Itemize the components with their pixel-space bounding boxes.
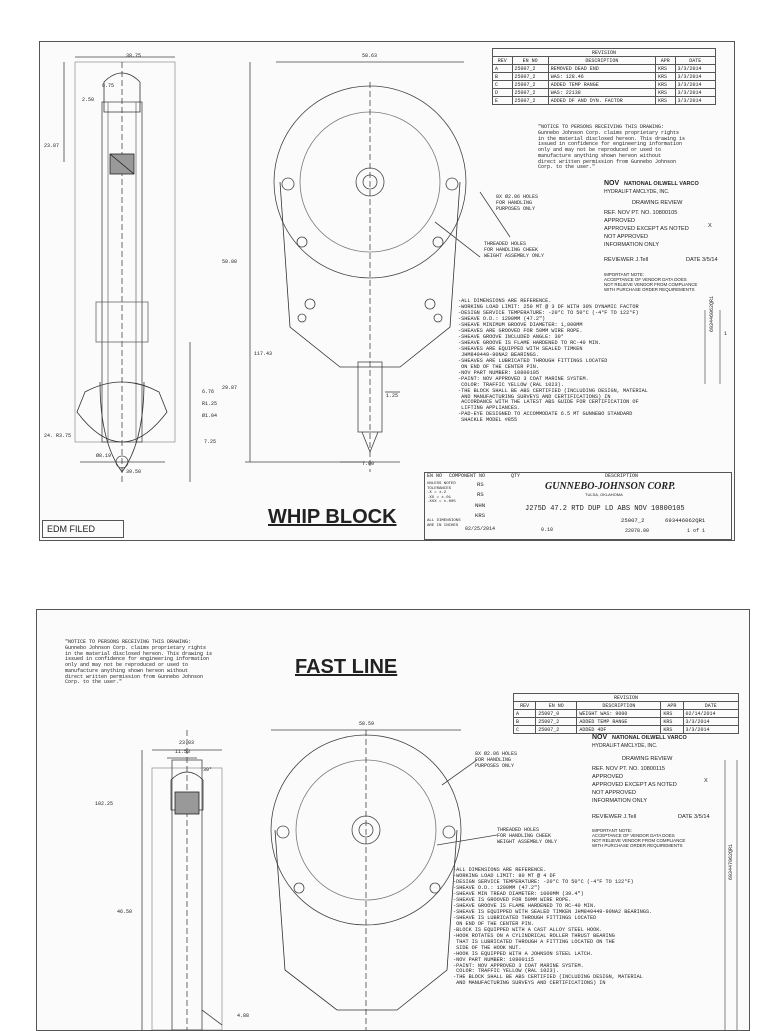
sheet-title: FAST LINE	[295, 656, 398, 678]
hdr-component: COMPONENT NO	[449, 473, 486, 479]
revision-header: REVISION	[493, 49, 716, 57]
dim-50: 50.00	[222, 259, 238, 265]
dim-58-59: 58.59	[359, 721, 375, 727]
revision-table	[513, 693, 739, 734]
all-dimensions: ALL DIMENSIONS ARE IN INCHES	[427, 519, 461, 528]
dim-102-25: 102.25	[95, 801, 114, 807]
info-only-label: INFORMATION ONLY	[604, 242, 660, 248]
proprietary-notice: "NOTICE TO PERSONS RECEIVING THIS DRAWING: Gunnebo Johnson Corp. claims proprietary rights in the material disclosed hereon. This drawing is issued in confidence for engineering information only and may not be reproduced or used to manufacture anything shown hereon without direct written permission from Gunnebo Johnson Corp. to the user."	[538, 124, 686, 171]
company-city: TULSA, OKLAHOMA	[585, 492, 623, 497]
dim-117: 117.43	[254, 351, 273, 357]
nov-sub: HYDRALIFT AMCLYDE, INC.	[604, 189, 670, 195]
date: 02/25/2014	[465, 526, 496, 532]
cell: D	[493, 89, 513, 97]
dim-width-side: 38.75	[126, 53, 142, 59]
review-title: DRAWING REVIEW	[632, 200, 683, 206]
dim-6-75: 6.75	[102, 83, 115, 89]
important-note: IMPORTANT NOTE: ACCEPTANCE OF VENDOR DATA DOES NOT RELIEVE VENDOR FROM COMPLIANCE WITH PURCHASE ORDER REQUIREMENTS	[604, 272, 698, 293]
not-approved-label: NOT APPROVED	[592, 790, 637, 796]
approver: KRS	[475, 512, 486, 519]
date-col: DATE	[675, 57, 715, 65]
dim-11-53: 11.53	[175, 749, 191, 755]
dim-8-19: Ø8.19	[96, 453, 112, 459]
cell: WAS: 22138	[548, 89, 655, 97]
engineer: NHN	[475, 502, 486, 509]
drawn-by: RS	[477, 481, 484, 488]
cell: 3/3/2014	[675, 65, 715, 73]
edm-label: EDM FILED	[47, 524, 96, 534]
hdr-qty: QTY	[511, 473, 521, 479]
dim-46-50: 46.50	[117, 909, 133, 915]
cell: KRS	[656, 81, 676, 89]
not-approved-label: NOT APPROVED	[604, 234, 649, 240]
ref-part-no: REF. NOV PT. NO. 10800105	[604, 210, 678, 216]
cell: 3/3/2014	[675, 89, 715, 97]
holes-note: 8X Ø2.06 HOLES FOR HANDLING PURPOSES ONLY	[475, 751, 518, 769]
reviewer: REVIEWER J.Tell	[604, 257, 649, 263]
nov-sub: HYDRALIFT AMCLYDE, INC.	[592, 743, 658, 749]
nov-logo: NOV	[604, 180, 620, 187]
cell: E	[493, 97, 513, 105]
general-notes: -ALL DIMENSIONS ARE REFERENCE. -WORKING LOAD LIMIT: 250 MT @ 3 DF WITH 30% DYNAMIC FACTOR -DESIGN SERVICE TEMPERATURE: -20°C TO 50°C (-4°F TO 122°F) -SHEAVE O.D.: 1200MM (47.2") -SHEAVE MINIMUM GROOVE DIAMETER: 1,000MM -SHEAVES ARE GROOVED FOR 50MM WIRE ROPE. -SHEAVE GROOVE INCLUDED ANGLE: 30° -SHEAVE GROOVE IS FLAME HARDENED TO RC-40 MIN. -SHEAVES ARE EQUIPPED WITH SEALED TIMKEN JHM840449-90NA2 BEARINGS. -SHEAVES ARE LUBRICATED THROUGH FITTINGS LOCATED ON END OF THE CENTER PIN. -NOV PART NUMBER: 10800105 -PAINT: NOV APPROVED 3 COAT MARINE SYSTEM. COLOR: TRAFFIC YELLOW (RAL 1023). -THE BLOCK SHALL BE ABS CERTIFIED (INCLUDING DESIGN, MATERIAL AND MANUFACTURING SURVEYS AND CERTIFICATIONS) IN ACCORDANCE WITH THE LATEST ABS GUIDE FOR CERTIFICATION OF LIFTING APPLIANCES. -PAD-EYE DESIGNED TO ACCOMMODATE 6.5 MT GUNNEBO STANDARD SHACKLE MODEL #855	[458, 298, 648, 424]
dim-1-04: Ø1.04	[202, 413, 218, 419]
dim-2-50: 2.50	[82, 97, 95, 103]
dim-angle: 30°	[203, 767, 213, 773]
sheet-number: 1 of 1	[687, 528, 706, 534]
cell: B	[514, 718, 536, 726]
dim-23-03: 23.03	[179, 740, 195, 746]
edm-stamp	[42, 520, 124, 538]
table-row	[493, 81, 716, 89]
side-drawing-number: 693446062QR1	[709, 295, 715, 332]
tolerances: UNLESS NOTED TOLERANCES .X = ±.2 .XX = ±.01 .XXX = ±.005	[427, 482, 456, 505]
side-drawing-number: 693447062QR1	[728, 843, 734, 880]
review-date: DATE 3/5/14	[686, 257, 718, 263]
review-date: DATE 3/5/14	[678, 814, 710, 820]
revision-table	[492, 48, 716, 105]
scale: 0.10	[541, 527, 554, 533]
approved-label: APPROVED	[604, 218, 636, 224]
dim-29-87: 29.87	[222, 385, 238, 391]
cell: C	[493, 81, 513, 89]
cell: 3/3/2014	[683, 718, 738, 726]
cell: 3/3/2014	[675, 81, 715, 89]
cell: 02/14/2014	[683, 710, 738, 718]
apr-col: APR	[656, 57, 676, 65]
cell: 25007_2	[512, 73, 548, 81]
cell: WEIGHT WAS: 9000	[577, 710, 661, 718]
approved-label: APPROVED	[592, 774, 624, 780]
info-only-label: INFORMATION ONLY	[592, 798, 648, 804]
dim-r3-75: 24. R3.75	[44, 433, 72, 439]
cell: B	[493, 73, 513, 81]
nov-company: NATIONAL OILWELL VARCO	[624, 181, 699, 187]
cell: A	[493, 65, 513, 73]
company-name: GUNNEBO-JOHNSON CORP.	[545, 481, 676, 492]
approved-except-mark: X	[708, 223, 712, 229]
enno-col: EN NO	[512, 57, 548, 65]
dim-7-00: 7.00	[362, 461, 375, 467]
approved-except-label: APPROVED EXCEPT AS NOTED	[592, 782, 677, 788]
cell: 3/3/2014	[683, 726, 738, 734]
nov-company: NATIONAL OILWELL VARCO	[612, 735, 687, 741]
cell: ADDED TEMP RANGE	[548, 81, 655, 89]
important-note: IMPORTANT NOTE: ACCEPTANCE OF VENDOR DATA DOES NOT RELIEVE VENDOR FROM COMPLIANCE WITH PURCHASE ORDER REQUIREMENTS	[592, 828, 686, 849]
cell: A	[514, 710, 536, 718]
reviewer: REVIEWER J.Tell	[592, 814, 637, 820]
rev-col: REV	[514, 702, 536, 710]
cell: 25007_2	[512, 97, 548, 105]
hdr-desc: DESCRIPTION	[605, 473, 639, 479]
ref-part-no: REF. NOV PT. NO. 10800115	[592, 766, 665, 772]
cell: C	[514, 726, 536, 734]
cell: KRS	[661, 710, 683, 718]
side-rev: 1	[724, 331, 728, 337]
general-notes: -ALL DIMENSIONS ARE REFERENCE. -WORKING LOAD LIMIT: 80 MT @ 4 DF -DESIGN SERVICE TEMPERATURE: -20°C TO 50°C (-4°F TO 122°F) -SHEAVE O.D.: 1200MM (47.2") -SHEAVE MIN TREAD DIAMETER: 1000MM (39.4") -SHEAVE IS GROOVED FOR 50MM WIRE ROPE. -SHEAVE GROOVE IS FLAME HARDENED TO RC-40 MIN. -SHEAVE IS EQUIPPED WITH SEALED TIMKEN JHM840449-90NA2 BEARINGS. -SHEAVE IS LUBRICATED THROUGH FITTINGS LOCATED ON END OF THE CENTER PIN. -BLOCK IS EQUIPPED WITH A CAST ALLOY STEEL HOOK. -HOOK ROTATES ON A CYLINDRICAL ROLLER THRUST BEARING THAT IS LUBRICATED THROUGH A FITTING LOCATED ON THE SIDE OF THE HOOK NUT. -HOOK IS EQUIPPED WITH A JOHNSON STEEL LATCH. -NOV PART NUMBER: 10800115 -PAINT: NOV APPROVED 3 COAT MARINE SYSTEM. COLOR: TRAFFIC YELLOW (RAL 1023). -THE BLOCK SHALL BE ABS CERTIFIED (INCLUDING DESIGN, MATERIAL AND MANUFACTURING SURVEYS AND CERTIFICATIONS) IN	[453, 867, 653, 987]
proprietary-notice: "NOTICE TO PERSONS RECEIVING THIS DRAWING: Gunnebo Johnson Corp. claims proprietary rights in the material disclosed hereon. This drawing is issued in confidence for engineering information only and may not be reproduced or used to manufacture anything shown hereon without direct written permission from Gunnebo Johnson Corp. to the user."	[65, 639, 213, 686]
cell: WAS: 128.46	[548, 73, 655, 81]
threaded-note: THREADED HOLES FOR HANDLING CHEEK WEIGHT ASSEMBLY ONLY	[497, 827, 558, 845]
approved-except-label: APPROVED EXCEPT AS NOTED	[604, 226, 689, 232]
dim-6-76: 6.76	[202, 389, 215, 395]
dim-7-25: 7.25	[204, 439, 217, 445]
table-row	[514, 710, 739, 718]
threaded-note: THREADED HOLES FOR HANDLING CHEEK WEIGHT ASSEMBLY ONLY	[484, 241, 545, 259]
cell: 3/3/2014	[675, 97, 715, 105]
cell: KRS	[656, 65, 676, 73]
rev-col: REV	[493, 57, 513, 65]
table-row	[493, 97, 716, 105]
cell: ADDED DF AND DYN. FACTOR	[548, 97, 655, 105]
drawing-sheet-whip-block	[39, 41, 735, 541]
title-block	[424, 472, 732, 540]
cell: KRS	[661, 718, 683, 726]
enno-col: EN NO	[536, 702, 577, 710]
desc-col: DESCRIPTION	[577, 702, 661, 710]
hdr-enno: EN NO	[427, 473, 443, 479]
desc-col: DESCRIPTION	[548, 57, 655, 65]
cell: REMOVED DEAD END	[548, 65, 655, 73]
cell: 25007_2	[536, 718, 577, 726]
cell: 3/3/2014	[675, 73, 715, 81]
table-row	[514, 718, 739, 726]
table-row	[493, 73, 716, 81]
en-number: 25007_2	[621, 517, 645, 524]
table-row	[493, 89, 716, 97]
cell: KRS	[661, 726, 683, 734]
dim-width-front: 58.63	[362, 53, 378, 59]
holes-note: 8X Ø2.06 HOLES FOR HANDLING PURPOSES ONLY	[496, 194, 539, 212]
approved-except-mark: X	[704, 778, 708, 784]
table-row	[493, 65, 716, 73]
weight: 22078.00	[625, 528, 650, 534]
cell: 25007_0	[536, 710, 577, 718]
cell: 25007_2	[512, 65, 548, 73]
drawing-title: J275D 47.2 RTD DUP LD ABS NOV 10800105	[525, 505, 685, 513]
nov-logo: NOV	[592, 734, 608, 741]
dim-4-88: 4.88	[237, 1013, 250, 1019]
cell: 25007_2	[512, 81, 548, 89]
cell: KRS	[656, 97, 676, 105]
revision-header: REVISION	[514, 694, 739, 702]
dim-23-87: 23.87	[44, 143, 60, 149]
dim-r1-25: R1.25	[202, 401, 218, 407]
date-col: DATE	[683, 702, 738, 710]
checked-by: RS	[477, 491, 484, 498]
cell: KRS	[656, 89, 676, 97]
review-title: DRAWING REVIEW	[622, 756, 673, 762]
cell: ADDED 4DF	[577, 726, 661, 734]
apr-col: APR	[661, 702, 683, 710]
cell: 25007_2	[512, 89, 548, 97]
cell: ADDED TEMP RANGE	[577, 718, 661, 726]
dim-1-25: 1.25	[386, 393, 399, 399]
drawing-sheet-fast-line	[36, 609, 750, 1031]
sheet-title: WHIP BLOCK	[268, 506, 397, 528]
dwg-number: 693446062QR1	[665, 517, 706, 524]
table-row	[514, 726, 739, 734]
cell: 25007_2	[536, 726, 577, 734]
dim-39-50: 39.50	[126, 469, 142, 475]
cell: KRS	[656, 73, 676, 81]
